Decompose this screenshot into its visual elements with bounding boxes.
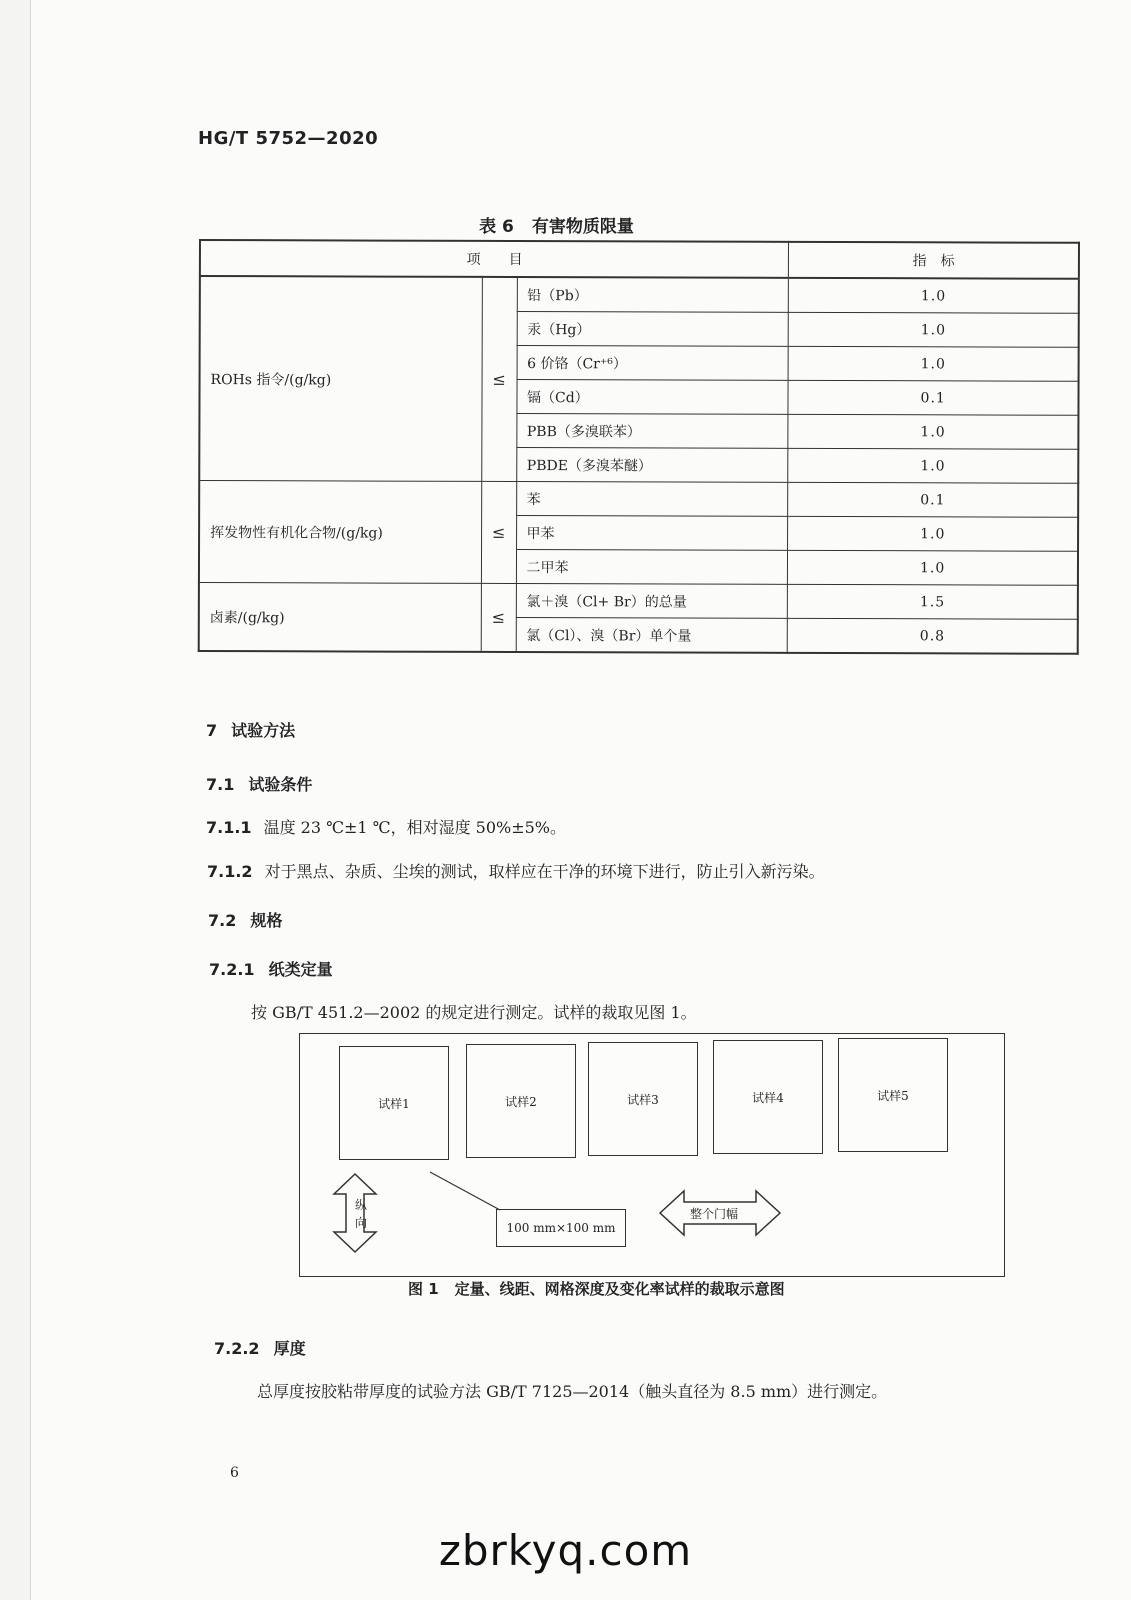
header-item: 项 目 (200, 240, 789, 278)
group-label-halogen: 卤素/(g/kg) (199, 583, 481, 652)
hazard-limits-table (198, 239, 1080, 655)
value-cell: 1.0 (788, 516, 1078, 551)
item-cell: 6 价铬（Cr⁺⁶） (517, 345, 789, 380)
value-cell: 1.0 (788, 448, 1078, 483)
section-number: 7.2 (208, 911, 237, 930)
figure-caption-text: 定量、线距、网格深度及变化率试样的裁取示意图 (454, 1280, 785, 1298)
value-cell: 1.5 (788, 584, 1078, 619)
dimension-label: 100 mm×100 mm (496, 1209, 626, 1247)
section-title: 试验条件 (248, 775, 313, 794)
clause-7-1-2 (207, 859, 825, 882)
le-symbol: ≤ (481, 481, 516, 583)
clause-7-1-1 (206, 815, 566, 838)
item-cell: PBDE（多溴苯醚） (516, 447, 788, 482)
table-header-row (200, 240, 1079, 279)
item-cell: PBB（多溴联苯） (516, 413, 788, 448)
watermark-text: zbrkyq.com (438, 1526, 693, 1575)
longitudinal-arrow-icon (334, 1174, 376, 1252)
le-symbol: ≤ (481, 277, 517, 482)
item-cell: 甲苯 (516, 515, 788, 550)
section-title: 纸类定量 (268, 960, 333, 979)
sample-1: 试样1 (339, 1046, 449, 1160)
table-row (199, 583, 1078, 620)
page-number: 6 (230, 1465, 239, 1481)
item-cell: 铅（Pb） (517, 277, 789, 312)
table-row (200, 276, 1079, 313)
value-cell: 1.0 (788, 550, 1078, 585)
sample-3: 试样3 (588, 1042, 698, 1156)
section-7-2-2-heading (214, 1336, 306, 1359)
item-cell: 苯 (516, 481, 788, 516)
standard-code: HG/T 5752—2020 (198, 128, 379, 149)
figure-number: 图 1 (408, 1280, 439, 1298)
section-number: 7.1 (206, 775, 235, 794)
section-7-2-1-heading (209, 957, 333, 980)
clause-text: 对于黑点、杂质、尘埃的测试，取样应在干净的环境下进行，防止引入新污染。 (264, 862, 825, 881)
table-title (0, 212, 1131, 237)
value-cell: 1.0 (789, 312, 1079, 347)
item-cell: 氯＋溴（Cl+ Br）的总量 (516, 583, 788, 618)
longitudinal-label-1: 纵 (355, 1198, 368, 1212)
value-cell: 1.0 (788, 346, 1078, 381)
sample-2: 试样2 (466, 1044, 576, 1158)
item-cell: 汞（Hg） (517, 311, 789, 346)
value-cell: 0.1 (788, 482, 1078, 517)
value-cell: 0.8 (788, 618, 1078, 653)
clause-7-2-1-text: 按 GB/T 451.2—2002 的规定进行测定。试样的裁取见图 1。 (251, 1003, 697, 1022)
section-number: 7.2.2 (214, 1339, 260, 1358)
clause-7-2-2-text: 总厚度按胶粘带厚度的试验方法 GB/T 7125—2014（触头直径为 8.5 mm）进行测定。 (257, 1382, 888, 1401)
figure-caption (408, 1278, 801, 1299)
clause-number: 7.1.2 (207, 862, 253, 881)
item-cell: 镉（Cd） (516, 379, 788, 414)
sample-4: 试样4 (713, 1040, 823, 1154)
value-cell: 1.0 (788, 414, 1078, 449)
section-title: 试验方法 (231, 721, 296, 740)
figure-1 (299, 1033, 1005, 1277)
group-label-voc: 挥发物性有机化合物/(g/kg) (199, 481, 481, 584)
leader-line (430, 1172, 500, 1210)
full-width-label: 整个门幅 (690, 1207, 739, 1221)
longitudinal-label-2: 向 (355, 1216, 368, 1230)
item-cell: 氯（Cl）、溴（Br）单个量 (516, 617, 788, 652)
table-title-text: 有害物质限量 (531, 217, 634, 237)
table-number: 表 6 (479, 217, 514, 237)
group-label-rohs: ROHs 指令/(g/kg) (199, 276, 482, 481)
item-cell: 二甲苯 (516, 549, 788, 584)
clause-number: 7.1.1 (206, 818, 252, 837)
table-row (199, 481, 1078, 518)
clause-text: 温度 23 ℃±1 ℃，相对湿度 50%±5%。 (263, 818, 567, 837)
header-value: 指 标 (789, 242, 1079, 279)
value-cell: 1.0 (789, 278, 1079, 313)
section-title: 厚度 (273, 1339, 306, 1358)
section-7-1-heading (206, 772, 312, 795)
section-7-heading (206, 718, 295, 741)
value-cell: 0.1 (788, 380, 1078, 415)
section-title: 规格 (250, 911, 283, 930)
section-number: 7 (206, 721, 218, 740)
sample-5: 试样5 (838, 1038, 948, 1152)
le-symbol: ≤ (481, 583, 516, 652)
section-7-2-heading (208, 908, 282, 931)
section-number: 7.2.1 (209, 960, 255, 979)
